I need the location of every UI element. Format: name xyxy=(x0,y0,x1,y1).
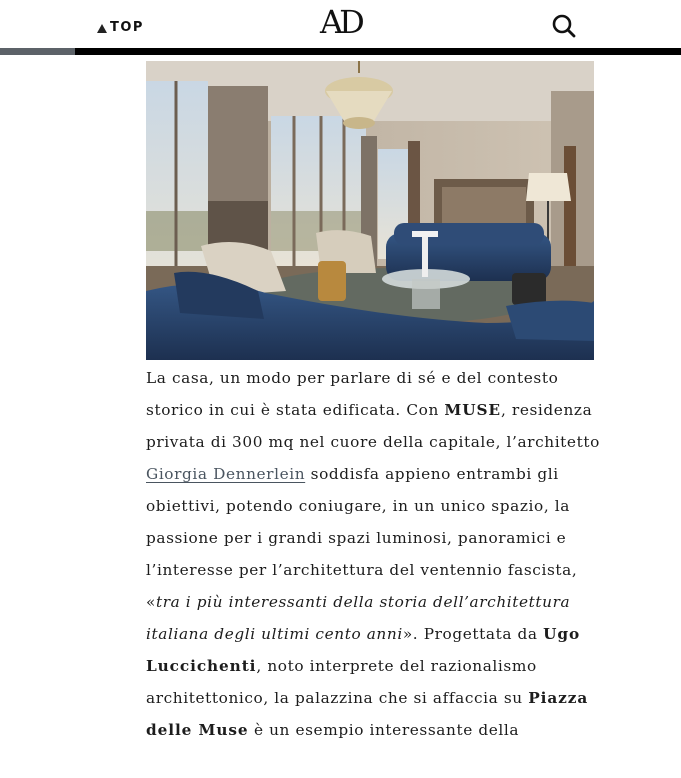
designer-name: Ugo Luccichenti xyxy=(146,625,581,675)
article-body xyxy=(146,362,601,746)
back-to-top-button[interactable] xyxy=(97,20,144,35)
ad-logo[interactable]: AD xyxy=(320,3,361,41)
hero-image xyxy=(146,61,594,360)
article-text: è un esempio interessante della xyxy=(248,721,520,739)
article-paragraph xyxy=(146,362,601,746)
triangle-up-icon xyxy=(97,24,107,33)
article-quote: tra i più interessanti della storia dell’architettura italiana degli ultimi cento anni xyxy=(146,593,571,643)
article-text: soddisfa appieno entrambi gli obiettivi, potendo coniugare, in un unico spazio, la passione per i grandi spazi luminosi, panoramici e l’interesse per l’architettura del ventennio fascista, « xyxy=(146,465,578,611)
back-to-top-label: TOP xyxy=(110,20,144,35)
reading-progress-bar xyxy=(0,48,681,55)
location-name: Piazza delle Muse xyxy=(146,689,589,739)
article-text: ». Progettata da xyxy=(402,625,544,643)
article-text: , residenza privata di 300 mq nel cuore della capitale, l’architetto xyxy=(146,401,600,451)
reading-progress-fill xyxy=(0,48,75,55)
site-header xyxy=(0,0,681,50)
architect-link[interactable]: Giorgia Dennerlein xyxy=(146,465,306,483)
article-text: La casa, un modo per parlare di sé e del contesto storico in cui è stata edificata. Con xyxy=(146,369,559,419)
search-icon[interactable] xyxy=(551,13,577,39)
project-name: MUSE xyxy=(444,401,501,419)
article-text: , noto interprete del razionalismo architettonico, la palazzina che si affaccia su xyxy=(146,657,537,707)
